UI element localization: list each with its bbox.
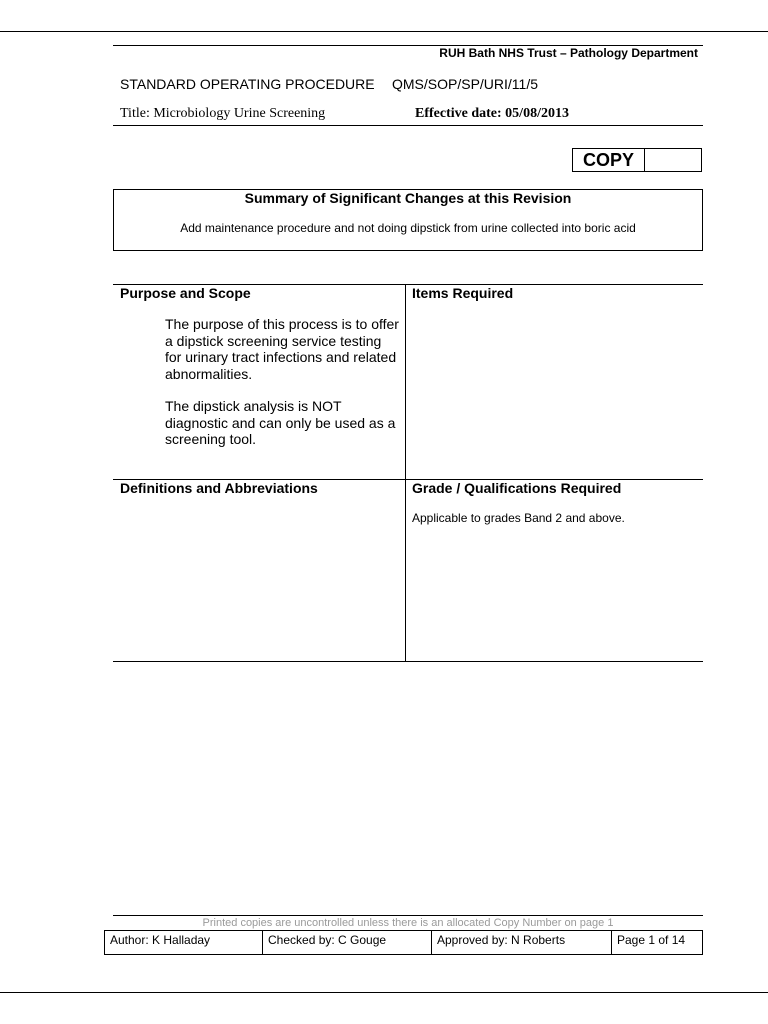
- organisation-name: RUH Bath NHS Trust – Pathology Department: [439, 46, 698, 60]
- sections-bottom-rule: [113, 661, 703, 662]
- effective-date: Effective date: 05/08/2013: [415, 106, 569, 121]
- revision-summary-box: [113, 189, 703, 251]
- purpose-paragraph-1: The purpose of this process is to offer a dipstick screening service testing for urinary tract infections and related abnormalities.: [165, 316, 399, 382]
- copy-label: COPY: [573, 149, 645, 171]
- document-title: Title: Microbiology Urine Screening: [120, 106, 326, 121]
- footer-page-number: Page 1 of 14: [617, 933, 686, 947]
- uncontrolled-copy-note: Printed copies are uncontrolled unless there is an allocated Copy Number on page 1: [113, 915, 703, 930]
- grade-heading: Grade / Qualifications Required: [412, 480, 622, 496]
- definitions-heading: Definitions and Abbreviations: [120, 480, 318, 496]
- purpose-heading: Purpose and Scope: [120, 285, 251, 301]
- footer-approved-by: Approved by: N Roberts: [432, 931, 612, 954]
- page-bottom-edge: [0, 992, 768, 993]
- purpose-paragraph-2: The dipstick analysis is NOT diagnostic and can only be used as a screening tool.: [165, 398, 396, 447]
- footer-author: Author: K Halladay: [105, 931, 263, 954]
- revision-summary-text: Add maintenance procedure and not doing dipstick from urine collected into boric acid: [180, 221, 636, 235]
- header-bottom-rule: [113, 125, 703, 126]
- items-heading: Items Required: [412, 285, 514, 301]
- grade-text: Applicable to grades Band 2 and above.: [412, 511, 625, 525]
- sections-divider: [405, 284, 406, 662]
- copy-number: [645, 149, 701, 171]
- document-code: QMS/SOP/SP/URI/11/5: [392, 76, 539, 92]
- document-type: STANDARD OPERATING PROCEDURE: [120, 76, 375, 92]
- revision-summary-heading: Summary of Significant Changes at this Revision: [244, 190, 572, 206]
- copy-number-box: [572, 148, 702, 172]
- page-top-edge: [0, 31, 768, 32]
- footer-signoff-table: [104, 930, 703, 955]
- footer-checked-by: Checked by: C Gouge: [263, 931, 432, 954]
